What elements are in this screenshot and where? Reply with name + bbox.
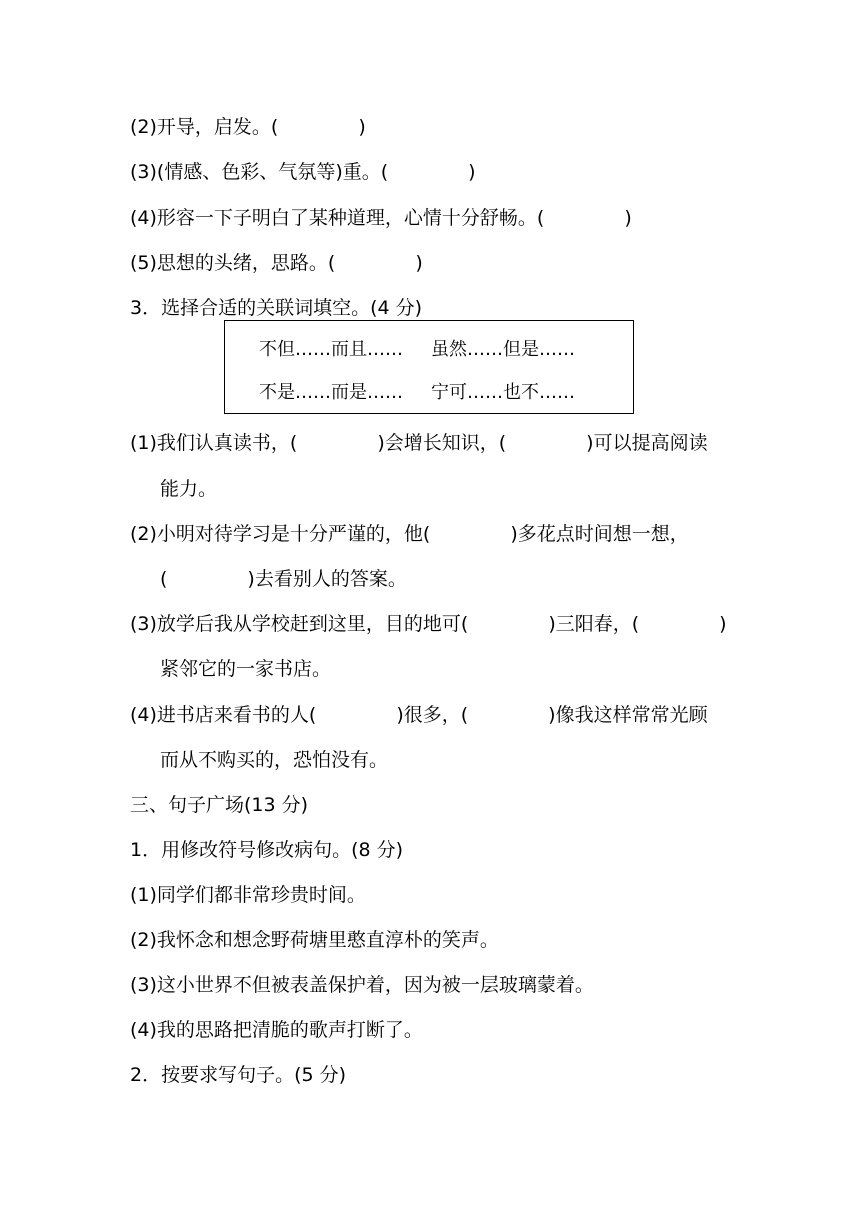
definition-5: (5)思想的头绪，思路。( ) [130,252,423,274]
word-box-row-1 [259,338,575,362]
definition-2: (2)开导，启发。( ) [130,116,366,138]
word-option: 虽然……但是…… [431,339,575,360]
question-3-heading: 3．选择合适的关联词填空。(4 分) [130,297,423,319]
conjunction-word-box [224,320,634,414]
sentence-4-cont: 而从不购买的，恐怕没有。 [160,749,389,771]
definition-3: (3)(情感、色彩、气氛等)重。( ) [130,161,476,183]
definition-4: (4)形容一下子明白了某种道理，心情十分舒畅。( ) [130,207,632,229]
sentence-1-cont: 能力。 [160,478,218,500]
part-2-heading: 2．按要求写句子。(5 分) [130,1064,347,1086]
sentence-4: (4)进书店来看书的人( )很多，( )像我这样常常光顾 [130,704,708,726]
faulty-sentence-3: (3)这小世界不但被表盖保护着，因为被一层玻璃蒙着。 [130,974,594,996]
faulty-sentence-1: (1)同学们都非常珍贵时间。 [130,884,366,906]
faulty-sentence-4: (4)我的思路把清脆的歌声打断了。 [130,1019,423,1041]
sentence-3-cont: 紧邻它的一家书店。 [160,658,332,680]
sentence-1: (1)我们认真读书，( )会增长知识，( )可以提高阅读 [130,432,708,454]
word-option: 宁可……也不…… [431,382,575,403]
sentence-3: (3)放学后我从学校赶到这里，目的地可( )三阳春，( ) [130,613,727,635]
section-3-heading: 三、句子广场(13 分) [130,794,309,816]
sentence-2-cont: ( )去看别人的答案。 [160,568,407,590]
faulty-sentence-2: (2)我怀念和想念野荷塘里憨直淳朴的笑声。 [130,929,499,951]
word-option: 不是……而是…… [259,382,403,403]
word-option: 不但……而且…… [259,339,403,360]
word-box-row-2 [259,381,575,405]
sentence-2: (2)小明对待学习是十分严谨的，他( )多花点时间想一想， [130,523,689,545]
part-1-heading: 1．用修改符号修改病句。(8 分) [130,839,404,861]
